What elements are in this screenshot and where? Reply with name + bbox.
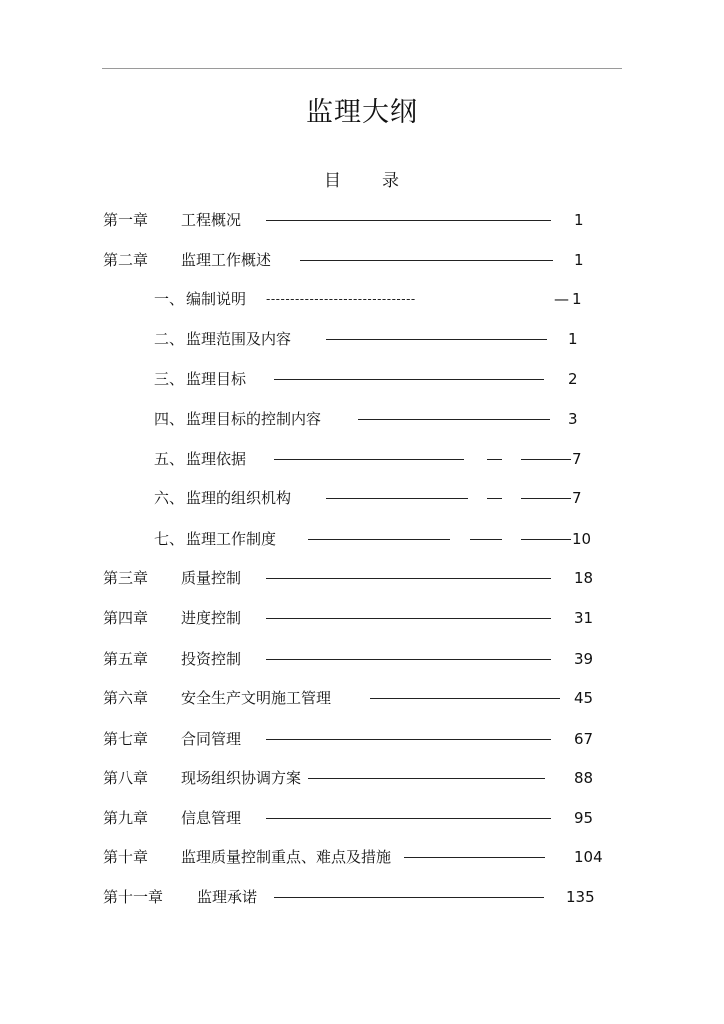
toc-dashed-leader: ------------------------------- — [266, 292, 416, 306]
toc-title: 监理质量控制重点、难点及措施 — [181, 848, 392, 866]
toc-page: 67 — [574, 730, 594, 748]
toc-row-chapter-6[interactable] — [0, 687, 724, 709]
toc-leader — [521, 459, 571, 460]
toc-page: 3 — [568, 410, 578, 428]
toc-number: 七、 — [154, 530, 185, 548]
toc-row-chapter-8[interactable] — [0, 767, 724, 789]
toc-row-section-5[interactable] — [0, 448, 724, 470]
toc-leader — [404, 857, 545, 858]
toc-number: 第八章 — [103, 769, 149, 787]
toc-leader — [521, 498, 571, 499]
toc-page: 7 — [572, 450, 582, 468]
toc-heading-right: 录 — [382, 171, 399, 191]
toc-leader — [358, 419, 550, 420]
toc-row-chapter-2[interactable] — [0, 249, 724, 271]
toc-number: 第十一章 — [103, 888, 164, 906]
toc-row-section-3[interactable] — [0, 368, 724, 390]
toc-leader — [308, 778, 545, 779]
toc-row-chapter-9[interactable] — [0, 807, 724, 829]
toc-title: 监理目标 — [186, 370, 247, 388]
toc-page: 18 — [574, 569, 594, 587]
document-title: 监理大纲 — [306, 97, 418, 128]
toc-title: 投资控制 — [181, 650, 242, 668]
toc-number: 第十章 — [103, 848, 149, 866]
toc-title: 安全生产文明施工管理 — [181, 689, 332, 707]
toc-page: 39 — [574, 650, 594, 668]
toc-row-chapter-3[interactable] — [0, 567, 724, 589]
toc-leader — [266, 739, 551, 740]
toc-title: 现场组织协调方案 — [181, 769, 302, 787]
toc-leader — [266, 659, 551, 660]
toc-title: 监理工作制度 — [186, 530, 277, 548]
toc-leader — [521, 539, 571, 540]
toc-row-section-6[interactable] — [0, 487, 724, 509]
toc-number: 四、 — [154, 410, 185, 428]
toc-number: 第六章 — [103, 689, 149, 707]
toc-page: 88 — [574, 769, 594, 787]
toc-page: 1 — [574, 211, 584, 229]
toc-leader — [487, 459, 502, 460]
toc-leader — [470, 539, 502, 540]
toc-leader — [266, 220, 551, 221]
toc-title: 监理承诺 — [197, 888, 258, 906]
toc-leader — [326, 339, 547, 340]
toc-title: 信息管理 — [181, 809, 242, 827]
toc-page: 135 — [566, 888, 595, 906]
toc-row-section-7[interactable] — [0, 528, 724, 550]
toc-row-chapter-1[interactable] — [0, 209, 724, 231]
toc-page: 1 — [572, 290, 582, 308]
toc-leader — [326, 498, 468, 499]
toc-page: 1 — [574, 251, 584, 269]
toc-title: 监理依据 — [186, 450, 247, 468]
toc-leader — [266, 578, 551, 579]
toc-number: 一、 — [154, 290, 185, 308]
toc-number: 三、 — [154, 370, 185, 388]
toc-page: 7 — [572, 489, 582, 507]
toc-title: 质量控制 — [181, 569, 242, 587]
toc-title: 进度控制 — [181, 609, 242, 627]
toc-title: 工程概况 — [181, 211, 242, 229]
toc-leader — [274, 379, 544, 380]
toc-number: 第五章 — [103, 650, 149, 668]
toc-page: 45 — [574, 689, 594, 707]
toc-row-section-2[interactable] — [0, 328, 724, 350]
toc-row-chapter-7[interactable] — [0, 728, 724, 750]
toc-number: 第二章 — [103, 251, 149, 269]
toc-row-chapter-4[interactable] — [0, 607, 724, 629]
toc-title: 监理范围及内容 — [186, 330, 292, 348]
toc-leader — [266, 618, 551, 619]
toc-title: 合同管理 — [181, 730, 242, 748]
header-rule — [102, 68, 622, 69]
toc-number: 第九章 — [103, 809, 149, 827]
toc-number: 五、 — [154, 450, 185, 468]
toc-leader — [274, 459, 464, 460]
toc-page: 10 — [572, 530, 592, 548]
toc-leader — [370, 698, 560, 699]
toc-number: 六、 — [154, 489, 185, 507]
toc-page-prefix: — — [554, 290, 569, 308]
toc-number: 二、 — [154, 330, 185, 348]
toc-leader — [274, 897, 544, 898]
toc-page: 2 — [568, 370, 578, 388]
toc-page: 104 — [574, 848, 603, 866]
toc-leader — [308, 539, 450, 540]
toc-leader — [487, 498, 502, 499]
toc-page: 31 — [574, 609, 594, 627]
toc-number: 第七章 — [103, 730, 149, 748]
toc-title: 编制说明 — [186, 290, 247, 308]
toc-page: 95 — [574, 809, 594, 827]
toc-leader — [300, 260, 553, 261]
toc-number: 第一章 — [103, 211, 149, 229]
toc-heading-left: 目 — [324, 171, 341, 191]
toc-number: 第四章 — [103, 609, 149, 627]
toc-row-section-1[interactable] — [0, 288, 724, 310]
toc-row-chapter-11[interactable] — [0, 886, 724, 908]
toc-row-chapter-10[interactable] — [0, 846, 724, 868]
toc-number: 第三章 — [103, 569, 149, 587]
toc-leader — [266, 818, 551, 819]
toc-row-section-4[interactable] — [0, 408, 724, 430]
toc-page: 1 — [568, 330, 578, 348]
toc-row-chapter-5[interactable] — [0, 648, 724, 670]
toc-title: 监理工作概述 — [181, 251, 272, 269]
toc-title: 监理的组织机构 — [186, 489, 292, 507]
toc-title: 监理目标的控制内容 — [186, 410, 322, 428]
